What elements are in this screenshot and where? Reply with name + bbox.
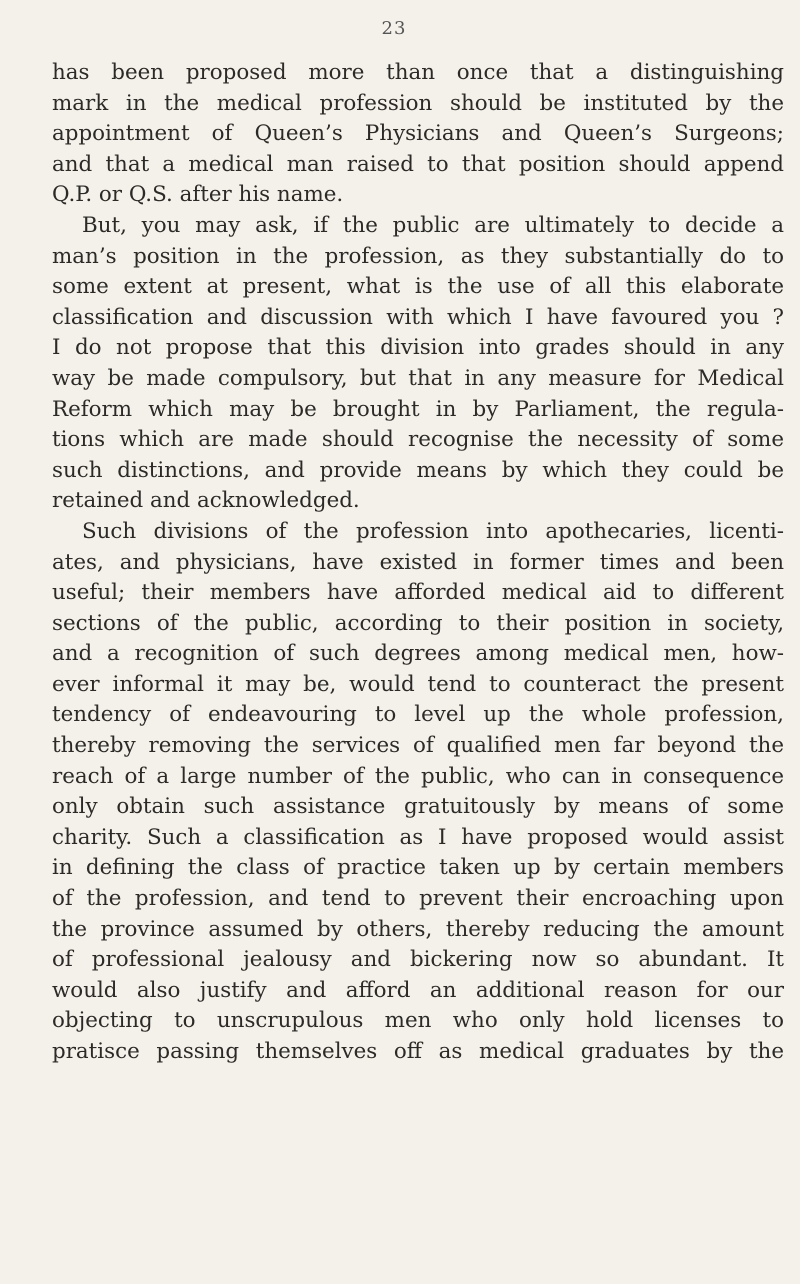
text-line: reach of a large number of the public, who can in consequence [52, 763, 784, 789]
text-line: of the profession, and tend to prevent their encroaching upon [52, 886, 784, 912]
text-line: Reform which may be brought in by Parliament, the regula- [52, 396, 784, 422]
text-line: retained and acknowledged. [52, 488, 360, 514]
text-line: mark in the medical profession should be instituted by the [52, 90, 784, 116]
text-line: ever informal it may be, would tend to counteract the present [52, 671, 784, 697]
text-line: such distinctions, and provide means by which they could be [52, 457, 784, 483]
text-line: Such divisions of the profession into apothecaries, licenti- [82, 518, 784, 544]
text-line: would also justify and afford an additional reason for our [52, 977, 784, 1003]
page-number: 23 [381, 18, 407, 39]
text-line: useful; their members have afforded medical aid to different [52, 580, 784, 606]
text-line: only obtain such assistance gratuitously by means of some [52, 794, 784, 820]
text-line: tions which are made should recognise the necessity of some [52, 427, 784, 453]
text-line: pratisce passing themselves off as medical graduates by the [52, 1039, 784, 1064]
text-line: I do not propose that this division into grades should in any [52, 335, 784, 361]
text-line: appointment of Queen’s Physicians and Queen’s Surgeons; [52, 121, 784, 147]
text-line: in defining the class of practice taken up by certain members [52, 855, 784, 881]
text-line: But, you may ask, if the public are ultimately to decide a [82, 212, 784, 238]
text-line: sections of the public, according to their position in society, [52, 610, 784, 636]
text-line: and that a medical man raised to that position should append [52, 151, 784, 177]
body-text [52, 58, 784, 1068]
text-line: has been proposed more than once that a distinguishing [52, 60, 784, 85]
text-line: the province assumed by others, thereby reducing the amount [52, 916, 784, 942]
text-line: some extent at present, what is the use of all this elaborate [52, 274, 784, 300]
text-line: objecting to unscrupulous men who only hold licenses to [52, 1008, 784, 1034]
text-line: charity. Such a classification as I have proposed would assist [52, 824, 784, 850]
text-line: Q.P. or Q.S. after his name. [52, 182, 344, 208]
text-line: ates, and physicians, have existed in former times and been [52, 549, 784, 575]
text-line: way be made compulsory, but that in any measure for Medical [52, 365, 784, 391]
text-line: of professional jealousy and bickering now so abundant. It [52, 947, 784, 973]
text-line: man’s position in the profession, as they substantially do to [52, 243, 784, 269]
text-line: tendency of endeavouring to level up the whole profession, [52, 702, 784, 728]
text-line: and a recognition of such degrees among medical men, how- [52, 641, 784, 667]
text-line: classification and discussion with which I have favoured you ? [52, 304, 784, 330]
text-line: thereby removing the services of qualified men far beyond the [52, 733, 784, 759]
